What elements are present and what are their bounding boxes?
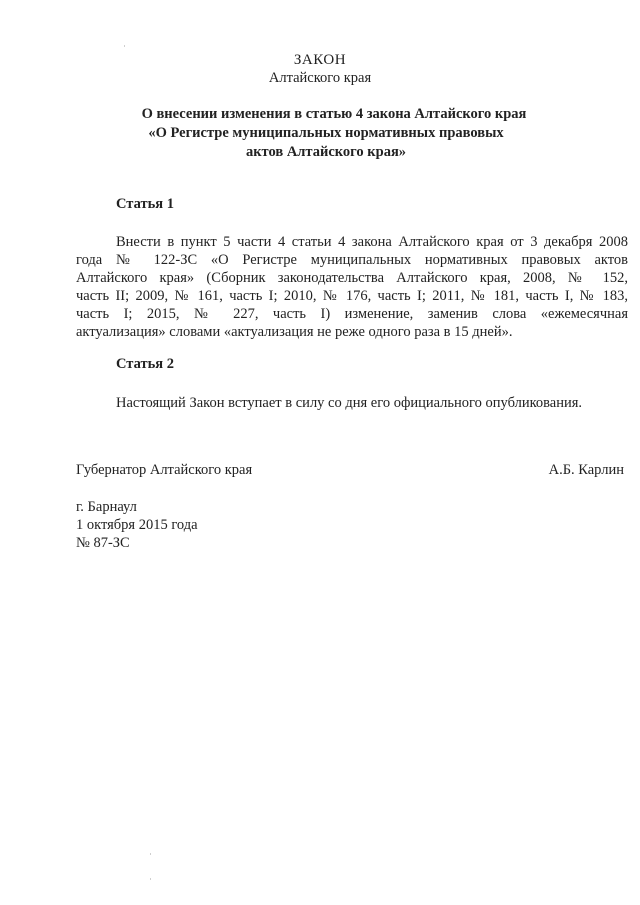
law-number: № 87-ЗС (76, 535, 130, 551)
signatory-name: А.Б. Карлин (548, 462, 624, 478)
scan-speck (124, 45, 125, 47)
document-title-line-3: актов Алтайского края» (245, 144, 407, 160)
article-1-line: Внести в пункт 5 части 4 статьи 4 закона Алтайского края от 3 декабря 2008 (116, 234, 628, 250)
document-region: Алтайского края (268, 70, 372, 86)
document-type: ЗАКОН (293, 52, 347, 68)
article-1-line: актуализация» словами «актуализация не реже одного раза в 15 дней». (76, 324, 513, 340)
article-2-line: Настоящий Закон вступает в силу со дня его официального опубликования. (116, 395, 583, 411)
place-of-signing: г. Барнаул (76, 499, 137, 515)
document-title-line-2: «О Регистре муниципальных нормативных правовых (148, 125, 504, 141)
article-1-line: часть II; 2009, № 161, часть I; 2010, № 176, часть I; 2011, № 181, часть I, № 183, (76, 288, 628, 304)
article-1-line: часть I; 2015, № 227, часть I) изменение, заменив слова «ежемесячная (76, 306, 628, 322)
date-of-signing: 1 октября 2015 года (76, 517, 198, 533)
scan-speck (150, 878, 151, 880)
scan-speck (150, 853, 151, 855)
article-1-heading: Статья 1 (116, 196, 174, 212)
article-1-line: Алтайского края» (Сборник законодательства Алтайского края, 2008, № 152, (76, 270, 628, 286)
signatory-title: Губернатор Алтайского края (76, 462, 253, 478)
document-title-line-1: О внесении изменения в статью 4 закона Алтайского края (141, 106, 527, 122)
article-2-heading: Статья 2 (116, 356, 174, 372)
article-1-line: года № 122-ЗС «О Регистре муниципальных нормативных правовых актов (76, 252, 628, 268)
